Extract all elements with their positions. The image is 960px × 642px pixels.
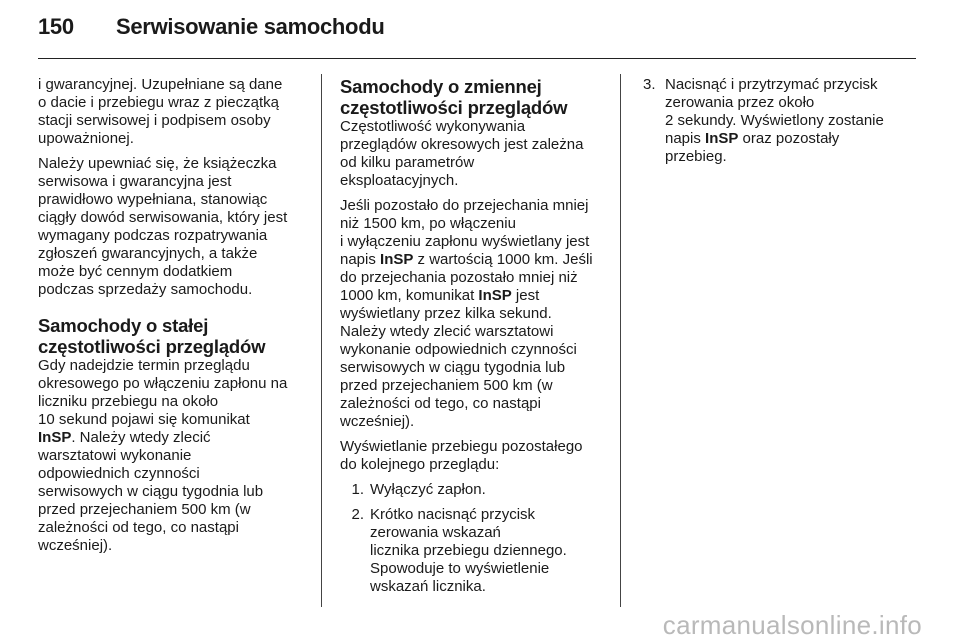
watermark: carmanualsonline.info [662, 610, 922, 640]
list-item [340, 506, 606, 596]
insp-code: InSP [38, 429, 72, 446]
paragraph: i gwarancyjnej. Uzupełniane są dane o dacie i przebiegu wraz z pieczątką stacji serwisowej i podpisem osoby upoważnionej. [38, 76, 283, 147]
paragraph: Należy upewniać się, że książeczka serwisowa i gwarancyjna jest prawidłowo wypełniana, stanowiąc ciągły dowód serwisowania, który jest wymagany podczas rozpatrywania zgłoszeń gwarancyjnych, a także może być cennym dodatkiem podczas sprzedaży samochodu. [38, 155, 288, 298]
text: . Należy wtedy zlecić warsztatowi wykonanie odpowiednich czynności serwisowych w ciągu tygodnia lub przed przejechaniem 500 km (w zależności od tego, co nastąpi wcześniej). [38, 429, 264, 554]
column-middle [340, 76, 606, 603]
text: Nacisnąć i przytrzymać przycisk zerowania przez około 2 sekundy. Wyświetlony zostanie napis [665, 76, 884, 147]
column-divider [620, 74, 621, 607]
list-item [643, 76, 923, 166]
page-header [38, 14, 918, 54]
steps-list [340, 481, 606, 596]
insp-code: InSP [478, 287, 512, 304]
column-right [643, 76, 923, 173]
column-left [38, 76, 308, 562]
step-text: Krótko nacisnąć przycisk zerowania wskazań licznika przebiegu dziennego. Spowoduje to wyświetlenie wskazań licznika. [370, 506, 567, 595]
steps-list-continued [643, 76, 923, 166]
paragraph: Częstotliwość wykonywania przeglądów okresowych jest zależna od kilku parametrów eksploatacyjnych. [340, 118, 584, 189]
header-rule [38, 58, 916, 59]
text: Gdy nadejdzie termin przeglądu okresowego po włączeniu zapłonu na liczniku przebiegu na około 10 sekund pojawi się komunikat [38, 357, 288, 428]
step-text [665, 76, 884, 166]
text: oraz pozostały przebieg. [665, 130, 840, 165]
section-heading-variable-service: Samochody o zmiennej częstotliwości przeglądów [340, 76, 568, 118]
insp-code: InSP [380, 251, 414, 268]
text: z wartością 1000 km. Jeśli do przejechania pozostało mniej niż 1000 km, komunikat [340, 251, 593, 304]
paragraph [340, 197, 606, 431]
text: jest wyświetlany przez kilka sekund. Należy wtedy zlecić warsztatowi wykonanie odpowiednich czynności serwisowych w ciągu tygodnia lub przed przejechaniem 500 km (w zależności od tego, co nastąpi wcześniej). [340, 287, 577, 430]
paragraph: Wyświetlanie przebiegu pozostałego do kolejnego przeglądu: [340, 438, 583, 473]
paragraph [38, 357, 308, 555]
column-divider [321, 74, 322, 607]
text: Jeśli pozostało do przejechania mniej niż 1500 km, po włączeniu i wyłączeniu zapłonu wyświetlany jest napis [340, 197, 590, 268]
step-number: 2. [351, 506, 364, 523]
list-item [340, 481, 606, 499]
chapter-title: Serwisowanie samochodu [116, 14, 385, 39]
page-number: 150 [38, 14, 74, 39]
section-heading-fixed-service: Samochody o stałej częstotliwości przeglądów [38, 315, 266, 357]
step-text: Wyłączyć zapłon. [370, 481, 486, 498]
step-number: 3. [643, 76, 656, 93]
insp-code: InSP [705, 130, 739, 147]
step-number: 1. [351, 481, 364, 498]
